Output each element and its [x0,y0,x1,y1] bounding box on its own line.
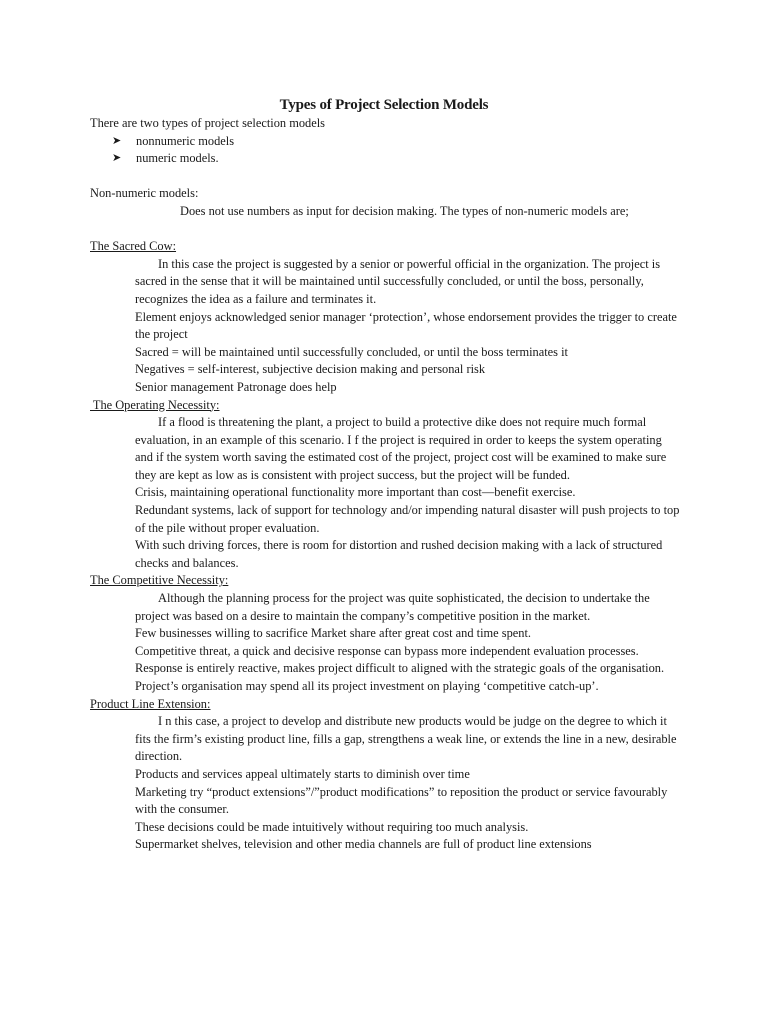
bullet-label: nonnumeric models [136,133,235,148]
section-point: Crisis, maintaining operational functionality more important than cost—benefit exercise. [135,485,576,500]
section-body [90,256,680,397]
document-title: Types of Project Selection Models [279,97,489,113]
section-point: Element enjoys acknowledged senior manager ‘protection’, whose endorsement provides the trigger to create the project [135,309,677,342]
intro-text: There are two types of project selection models [90,116,325,130]
section-heading: The Competitive Necessity: [90,573,229,588]
section-point: Negatives = self-interest, subjective decision making and personal risk [135,362,486,377]
section-body [90,590,680,696]
section-heading: The Operating Necessity: [90,397,220,412]
section-point: With such driving forces, there is room for distortion and rushed decision making with a lack of structured checks and balances. [135,538,663,570]
section-point: Response is entirely reactive, makes project difficult to aligned with the strategic goals of the organisation. [135,661,665,676]
intro-block [90,115,680,854]
section-paragraph: I n this case, a project to develop and distribute new products would be judge on the degree to which it fits the firm’s existing product line, fills a gap, strengthens a weak line, or extends the line in a new, desirable direction. [135,714,677,764]
section-paragraph: If a flood is threatening the plant, a project to build a protective dike does not require much formal evaluation, in an example of this scenario. I f the project is required in order to keeps the system operating and if the system worth saving the estimated cost of the project, project cost will be examined to make sure they are kept as low as is consistent with project success, but the project will be funded. [135,415,667,482]
arrow-bullet-icon: ➤ [112,152,122,165]
section-body [90,414,680,572]
section-point: Senior management Patronage does help [135,379,337,394]
nonnumeric-description: Does not use numbers as input for decision making. The types of non-numeric models are; [180,203,629,218]
bullet-label: numeric models. [136,151,219,166]
section-point: Supermarket shelves, television and other media channels are full of product line extensions [135,837,592,852]
section-paragraph: In this case the project is suggested by a senior or powerful official in the organization. The project is sacred in the sense that it will be maintained until successfully concluded, or until the boss, personally, recognizes the idea as a failure and terminates it. [135,256,661,306]
bullet-item [112,150,680,168]
section-point: Redundant systems, lack of support for technology and/or impending natural disaster will push projects to top of the pile without proper evaluation. [135,503,680,535]
nonnumeric-label: Non-numeric models: [90,186,199,201]
section-heading: Product Line Extension: [90,696,211,711]
section-body [90,713,680,854]
section-point: Few businesses willing to sacrifice Market share after great cost and time spent. [135,626,532,641]
arrow-bullet-icon: ➤ [112,134,122,147]
section-point: Sacred = will be maintained until successfully concluded, or until the boss terminates it [135,344,568,359]
section-point: Products and services appeal ultimately starts to diminish over time [135,766,470,781]
section-point: Marketing try “product extensions”/”product modifications” to reposition the product or service favourably with the consumer. [135,784,668,817]
section-point: Project’s organisation may spend all its project investment on playing ‘competitive catch-up’. [135,679,599,693]
section-paragraph: Although the planning process for the project was quite sophisticated, the decision to undertake the project was based on a desire to maintain the company’s competitive position in the market. [135,591,650,623]
bullet-item [112,133,680,151]
section-point: Competitive threat, a quick and decisive response can bypass more independent evaluation processes. [135,643,639,658]
section-heading: The Sacred Cow: [90,239,177,254]
section-point: These decisions could be made intuitively without requiring too much analysis. [135,819,529,834]
